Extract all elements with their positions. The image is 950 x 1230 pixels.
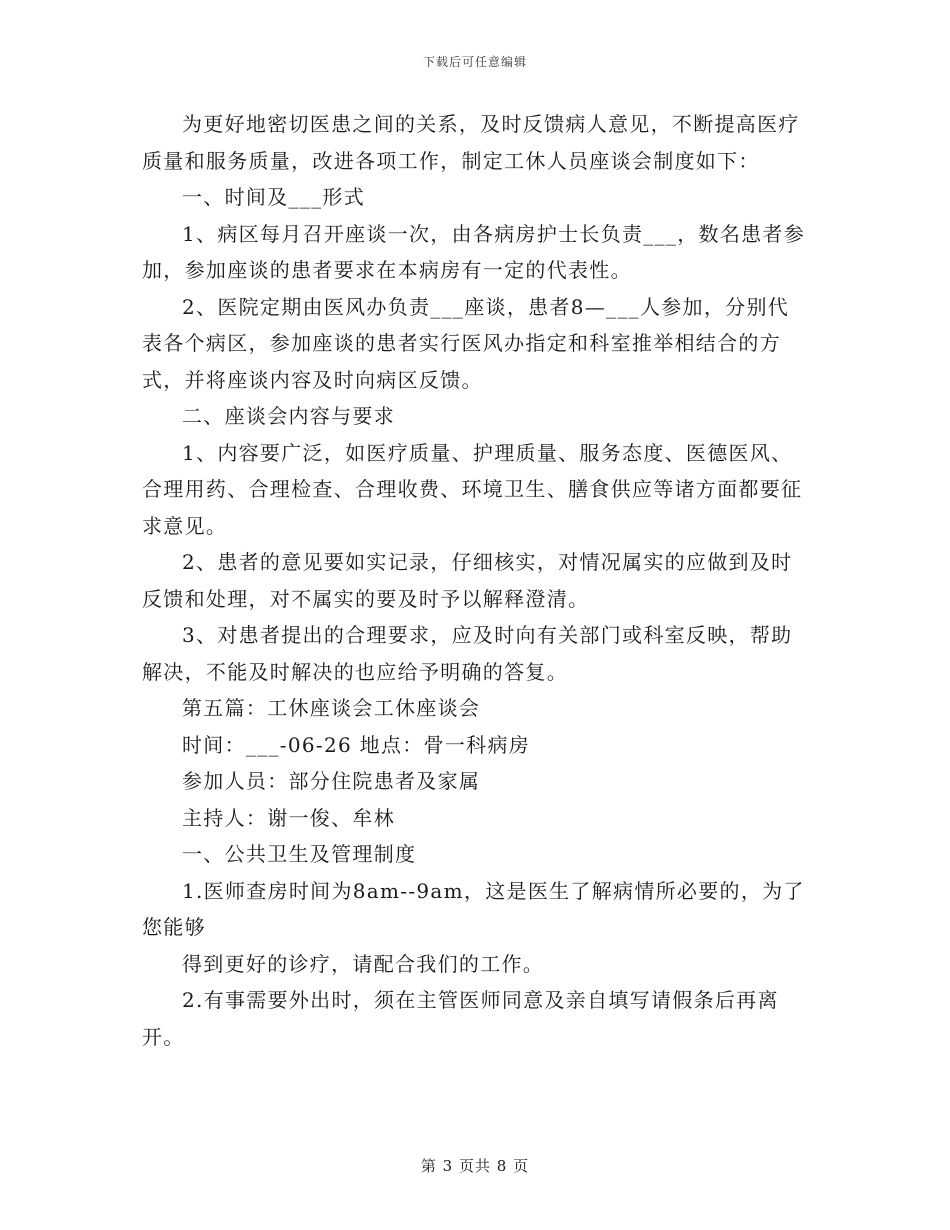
paragraph-intro: 为更好地密切医患之间的关系，及时反馈病人意见，不断提高医疗质量和服务质量，改进各项工作，制定工休人员座谈会制度如下： xyxy=(142,112,800,173)
section-heading-content-requirements: 二、座谈会内容与要求 xyxy=(182,404,395,428)
page-header: 下载后可任意编辑 xyxy=(422,55,527,69)
paragraph-item-2: 2、医院定期由医风办负责___座谈，患者8—___人参加，分别代表各个病区，参加座谈的患者实行医风办指定和科室推举相结合的方式，并将座谈内容及时向病区反馈。 xyxy=(142,294,790,392)
meeting-host: 主持人：谢一俊、牟林 xyxy=(182,805,395,830)
page-footer: 第 3 页共 8 页 xyxy=(420,1157,530,1175)
paragraph-rule-1-continued: 得到更好的诊疗，请配合我们的工作。 xyxy=(182,951,545,976)
meeting-time-location: 时间：___-06-26 地点：骨一科病房 xyxy=(182,732,531,757)
paragraph-requirement-3: 3、对患者提出的合理要求，应及时向有关部门或科室反映，帮助解决，不能及时解决的也应给予明确的答复。 xyxy=(142,623,793,684)
paragraph-requirement-2: 2、患者的意见要如实记录，仔细核实，对情况属实的应做到及时反馈和处理，对不属实的要及时予以解释澄清。 xyxy=(142,550,793,611)
paragraph-requirement-1: 1、内容要广泛，如医疗质量、护理质量、服务态度、医德医风、合理用药、合理检查、合理收费、环境卫生、膳食供应等诸方面都要征求意见。 xyxy=(142,440,803,538)
section-heading-hygiene-management: 一、公共卫生及管理制度 xyxy=(182,842,417,866)
paragraph-item-1: 1、病区每月召开座谈一次，由各病房护士长负责___，数名患者参加，参加座谈的患者要求在本病房有一定的代表性。 xyxy=(142,221,806,282)
chapter-title: 第五篇：工休座谈会工休座谈会 xyxy=(182,696,481,720)
paragraph-rule-2: 2.有事需要外出时，须在主管医师同意及亲自填写请假条后再离开。 xyxy=(142,988,779,1049)
section-heading-time-form: 一、时间及___形式 xyxy=(182,185,365,209)
paragraph-rule-1: 1.医师查房时间为8am--9am，这是医生了解病情所必要的，为了您能够 xyxy=(142,878,805,939)
meeting-participants: 参加人员：部分住院患者及家属 xyxy=(182,769,481,793)
document-body xyxy=(142,106,810,1055)
